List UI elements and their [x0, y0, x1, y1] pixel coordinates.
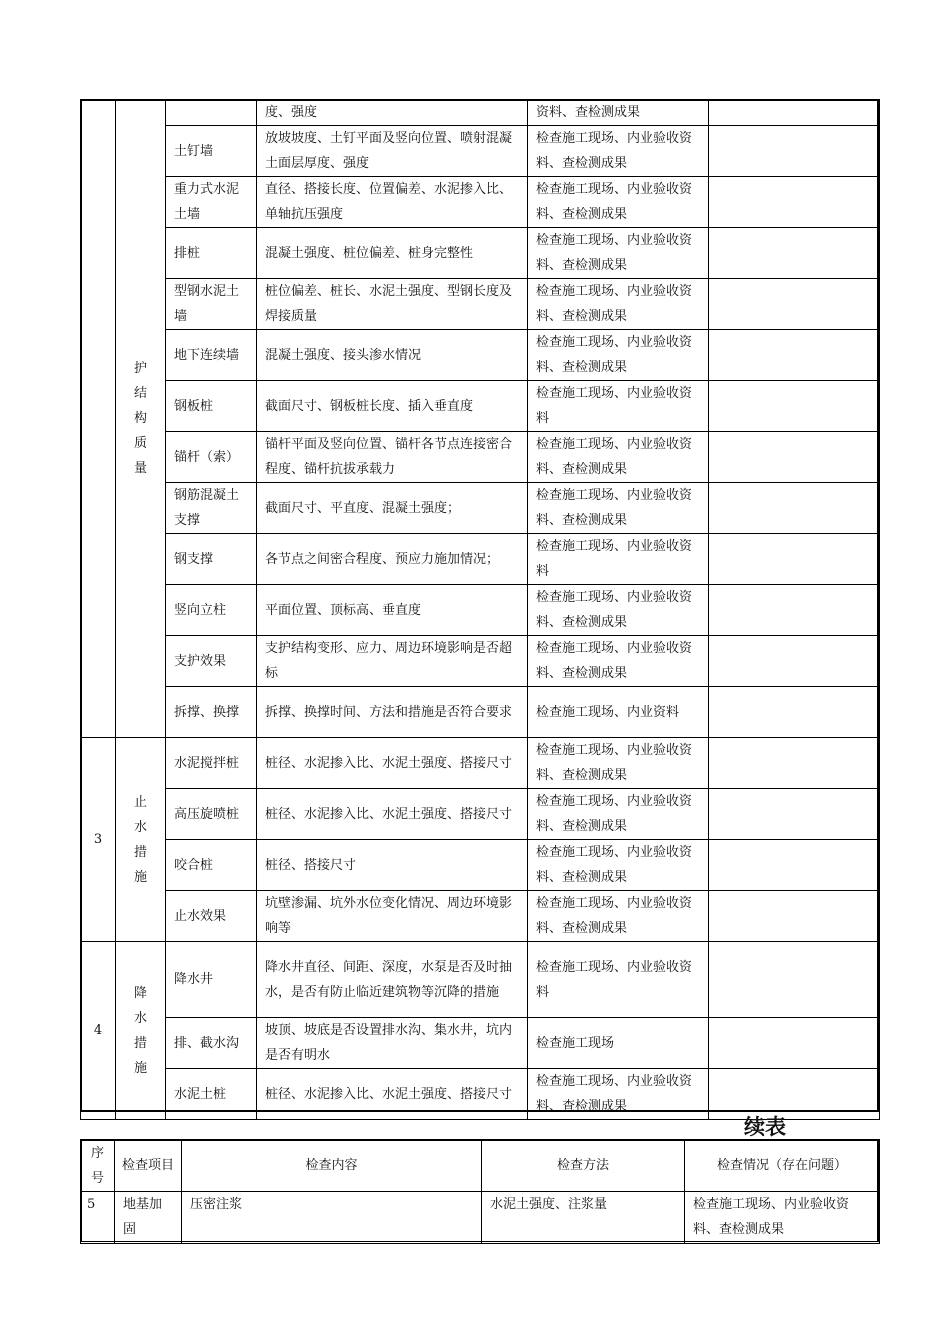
cell-item: 止水效果: [166, 891, 257, 942]
cell-content: 放坡坡度、土钉平面及竖向位置、喷射混凝土面层厚度、强度: [257, 126, 528, 177]
cell-method: 检查施工现场、内业验收资料、查检测成果: [528, 483, 709, 534]
table-row: [81, 279, 880, 330]
cell-content: 截面尺寸、平直度、混凝土强度；: [257, 483, 528, 534]
table-row: [81, 942, 880, 1018]
cell-item: 重力式水泥土墙: [166, 177, 257, 228]
cell-item: 咬合桩: [166, 840, 257, 891]
cell-item: 钢板桩: [166, 381, 257, 432]
cell-content: 桩径、水泥掺入比、水泥土强度、搭接尺寸: [257, 789, 528, 840]
inspection-table: [80, 99, 880, 1120]
cell-method: 检查施工现场、内业验收资料、查检测成果: [528, 789, 709, 840]
cell-item: 竖向立柱: [166, 585, 257, 636]
cell-method: 检查施工现场、内业验收资料、查检测成果: [528, 738, 709, 789]
cell-item: 土钉墙: [166, 126, 257, 177]
cell-status: [709, 534, 880, 585]
cell-item: 排桩: [166, 228, 257, 279]
row-item: 地基加固: [115, 1192, 182, 1244]
table-row: [81, 432, 880, 483]
cell-item: 高压旋喷桩: [166, 789, 257, 840]
cell-content: 截面尺寸、钢板桩长度、插入垂直度: [257, 381, 528, 432]
cell-method: 检查施工现场、内业验收资料、查检测成果: [528, 840, 709, 891]
table-row: [81, 330, 880, 381]
cell-item: 地下连续墙: [166, 330, 257, 381]
cell-status: [709, 228, 880, 279]
cell-item: 排、截水沟: [166, 1018, 257, 1069]
cell-content: 拆撑、换撑时间、方法和措施是否符合要求: [257, 687, 528, 738]
table-row: [81, 100, 880, 126]
header-method: 检查方法: [482, 1140, 685, 1192]
header-item: 检查项目: [115, 1140, 182, 1192]
table-row: [81, 738, 880, 789]
group-category: [116, 100, 166, 738]
cell-status: [709, 585, 880, 636]
cell-item: 水泥搅拌桩: [166, 738, 257, 789]
cell-content: 桩径、搭接尺寸: [257, 840, 528, 891]
cell-method: 检查施工现场、内业验收资料、查检测成果: [528, 891, 709, 942]
table-row: [81, 687, 880, 738]
table-row: [81, 177, 880, 228]
cell-method: 检查施工现场: [528, 1018, 709, 1069]
table-row: [81, 789, 880, 840]
table-row: [81, 1018, 880, 1069]
cell-status: [709, 840, 880, 891]
cell-status: [709, 1018, 880, 1069]
table-row: [81, 1192, 880, 1244]
row-seq: 5: [81, 1192, 115, 1244]
cell-method: 检查施工现场、内业验收资料、查检测成果: [528, 177, 709, 228]
group-category-label: 止水措施: [133, 794, 147, 885]
table-row: [81, 126, 880, 177]
row-status: 检查施工现场、内业验收资料、查检测成果: [685, 1192, 880, 1244]
cell-content: 支护结构变形、应力、周边环境影响是否超标: [257, 636, 528, 687]
cell-content: 各节点之间密合程度、预应力施加情况；: [257, 534, 528, 585]
group-category: [116, 942, 166, 1120]
group-category-label: 护结构质量: [133, 361, 147, 476]
row-method: 水泥土强度、注浆量: [482, 1192, 685, 1244]
cell-status: [709, 687, 880, 738]
cell-status: [709, 177, 880, 228]
cell-status: [709, 738, 880, 789]
table-row: [81, 534, 880, 585]
group-seq: 3: [81, 738, 116, 942]
continued-table: [80, 1139, 880, 1244]
cell-content: 坡顶、坡底是否设置排水沟、集水井，坑内是否有明水: [257, 1018, 528, 1069]
cell-content: 混凝土强度、桩位偏差、桩身完整性: [257, 228, 528, 279]
cell-content: 直径、搭接长度、位置偏差、水泥掺入比、单轴抗压强度: [257, 177, 528, 228]
cell-method: 检查施工现场、内业验收资料、查检测成果: [528, 1069, 709, 1120]
cell-method: 检查施工现场、内业验收资料: [528, 534, 709, 585]
cell-content: 降水井直径、间距、深度，水泵是否及时抽水，是否有防止临近建筑物等沉降的措施: [257, 942, 528, 1018]
cell-content: 坑壁渗漏、坑外水位变化情况、周边环境影响等: [257, 891, 528, 942]
cell-content: 锚杆平面及竖向位置、锚杆各节点连接密合程度、锚杆抗拔承载力: [257, 432, 528, 483]
cell-item: 钢筋混凝土支撑: [166, 483, 257, 534]
cell-status: [709, 279, 880, 330]
cell-status: [709, 126, 880, 177]
cell-method: 检查施工现场、内业验收资料、查检测成果: [528, 585, 709, 636]
cell-content: 平面位置、顶标高、垂直度: [257, 585, 528, 636]
cell-status: [709, 636, 880, 687]
cell-status: [709, 330, 880, 381]
group-category: [116, 738, 166, 942]
cell-method: 检查施工现场、内业验收资料、查检测成果: [528, 330, 709, 381]
cell-item: 水泥土桩: [166, 1069, 257, 1120]
cell-status: [709, 1069, 880, 1120]
table-row: [81, 483, 880, 534]
group-seq: 4: [81, 942, 116, 1120]
cell-item: 型钢水泥土墙: [166, 279, 257, 330]
cell-item: 拆撑、换撑: [166, 687, 257, 738]
cell-item: [166, 100, 257, 126]
cell-content: 混凝土强度、接头渗水情况: [257, 330, 528, 381]
cell-method: 检查施工现场、内业验收资料、查检测成果: [528, 279, 709, 330]
table-row: [81, 891, 880, 942]
header-status: 检查情况（存在问题）: [685, 1140, 880, 1192]
cell-status: [709, 891, 880, 942]
cell-item: 钢支撑: [166, 534, 257, 585]
cell-item: 降水井: [166, 942, 257, 1018]
cell-status: [709, 942, 880, 1018]
cell-status: [709, 432, 880, 483]
cell-status: [709, 100, 880, 126]
table-row: [81, 228, 880, 279]
cell-method: 检查施工现场、内业验收资料、查检测成果: [528, 126, 709, 177]
cell-method: 检查施工现场、内业验收资料、查检测成果: [528, 228, 709, 279]
group-category-label: 降水措施: [133, 985, 147, 1076]
cell-method: 检查施工现场、内业验收资料、查检测成果: [528, 636, 709, 687]
cell-content: 桩径、水泥掺入比、水泥土强度、搭接尺寸: [257, 738, 528, 789]
continued-label: 续表: [744, 1115, 786, 1139]
group-seq: [81, 100, 116, 738]
table-row: [81, 636, 880, 687]
cell-method: 检查施工现场、内业验收资料: [528, 381, 709, 432]
cell-method: 资料、查检测成果: [528, 100, 709, 126]
cell-status: [709, 483, 880, 534]
header-row: [81, 1140, 880, 1192]
cell-method: 检查施工现场、内业验收资料: [528, 942, 709, 1018]
cell-method: 检查施工现场、内业验收资料、查检测成果: [528, 432, 709, 483]
cell-content: 桩径、水泥掺入比、水泥土强度、搭接尺寸: [257, 1069, 528, 1120]
header-seq: 序号: [81, 1140, 115, 1192]
cell-item: 支护效果: [166, 636, 257, 687]
cell-item: 锚杆（索）: [166, 432, 257, 483]
table-row: [81, 840, 880, 891]
header-content: 检查内容: [182, 1140, 482, 1192]
cell-content: 桩位偏差、桩长、水泥土强度、型钢长度及焊接质量: [257, 279, 528, 330]
table-row: [81, 585, 880, 636]
row-content: 压密注浆: [182, 1192, 482, 1244]
cell-status: [709, 381, 880, 432]
table-row: [81, 381, 880, 432]
inspection-table-body: [81, 100, 880, 1120]
cell-method: 检查施工现场、内业资料: [528, 687, 709, 738]
cell-status: [709, 789, 880, 840]
cell-content: 度、强度: [257, 100, 528, 126]
